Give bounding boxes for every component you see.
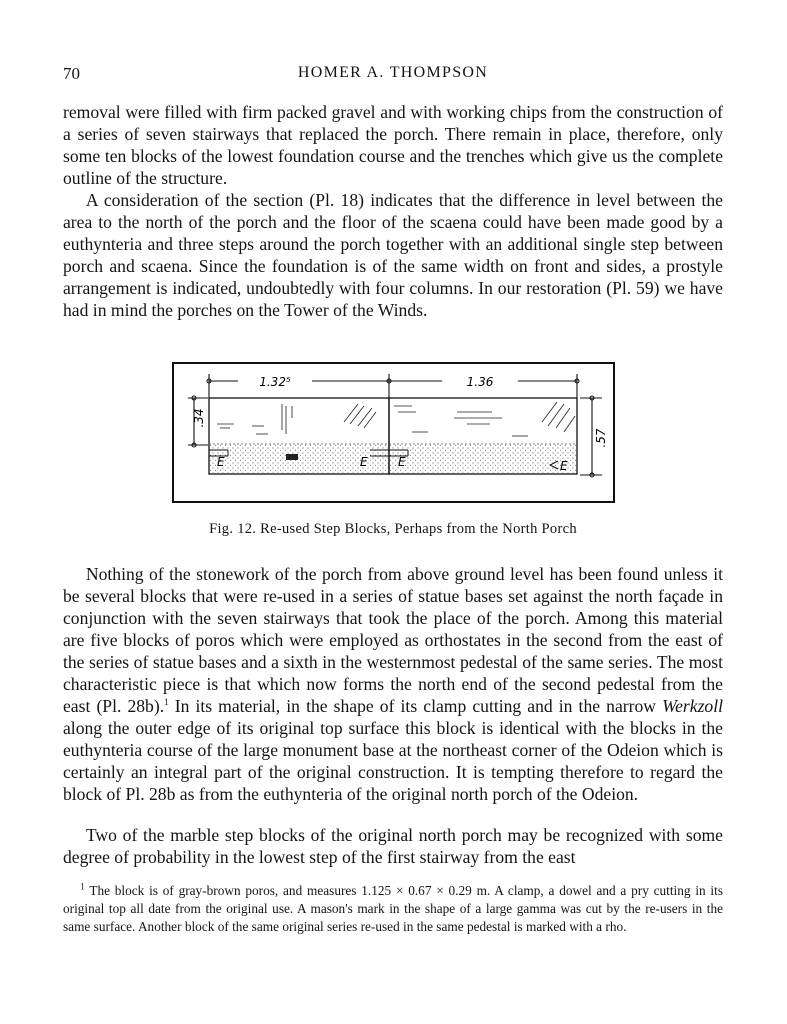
running-head: HOMER A. THOMPSON xyxy=(297,64,489,81)
body-paragraph-1: removal were filled with firm packed gravel and with working chips from the construction of a series of seven stairways that replaced the porch. There remain in place, therefore, only some ten blocks of the lowest foundation course and the trenches which give us the complete outline of the structure. xyxy=(63,102,723,188)
footnote xyxy=(63,882,723,936)
body-paragraph-3 xyxy=(63,563,723,805)
body-paragraph-2: A consideration of the section (Pl. 18) indicates that the difference in level between the area to the north of the porch and the floor of the scaena could have been made good by a euthynteria and three steps around the porch together with an additional single step between porch and scaena. Since the foundation is of the same width on front and sides, a prostyle arrangement is indicated, undoubtedly with four columns. In our restoration (Pl. 59) we have had in mind the porches on the Tower of the Winds. xyxy=(63,190,723,320)
para3-italic-term: Werkzoll xyxy=(662,696,723,716)
para3-text-3: along the outer edge of its original top surface this block is identical with the blocks in the euthynteria course of the large monument base at the northeast corner of the Odeion which is certainly an integral part of the original construction. It is tempting therefore to regard the block of Pl. 28b as from the euthynteria of the original north porch of the Odeion. xyxy=(63,718,723,804)
para3-text-2: In its material, in the shape of its clamp cutting and in the narrow xyxy=(168,696,663,716)
figure-caption: Fig. 12. Re-used Step Blocks, Perhaps from the North Porch xyxy=(209,521,577,537)
dimension-right-label: 1.36 xyxy=(466,375,494,389)
figure-frame xyxy=(173,363,614,502)
block-right-mark-2: E xyxy=(560,459,568,473)
step-blocks-drawing xyxy=(172,362,615,503)
footnote-mark: 1 xyxy=(80,881,85,892)
para3-text-1: Nothing of the stonework of the porch from above ground level has been found unless it be several blocks that were re-used in a series of statue bases set against the north façade in conjunction with the seven stairways that took the place of the porch. Among this material are five blocks of poros which were employed as orthostates in the second from the east of the series of statue bases and a sixth in the westernmost pedestal of the same series. The most characteristic piece is that which now forms the north end of the second pedestal from the east (Pl. 28b). xyxy=(63,564,723,716)
dimension-left-label: 1.32⁵ xyxy=(259,375,291,389)
body-paragraph-4: Two of the marble step blocks of the original north porch may be recognized with some degree of probability in the lowest step of the first stairway from the east xyxy=(63,825,723,867)
step-block-right xyxy=(389,398,577,474)
footnote-reference[interactable]: 1 xyxy=(164,697,169,708)
footnote-text: The block is of gray-brown poros, and measures 1.125 × 0.67 × 0.29 m. A clamp, a dowel and a pry cutting in its original top all date from the original use. A mason's mark in the shape of a large gamma was cut by the re-users in the same surface. Another block of the same original series re-used in the same pedestal is marked with a rho. xyxy=(63,883,723,934)
height-left-label: .34 xyxy=(192,408,206,428)
page-header xyxy=(63,64,723,88)
figure-step-blocks xyxy=(172,362,615,503)
block-left-mark-2: E xyxy=(360,455,368,469)
height-right-label: .57 xyxy=(594,428,608,448)
block-right-mark: E xyxy=(398,455,406,469)
step-block-left xyxy=(209,398,389,474)
page-number: 70 xyxy=(63,64,80,83)
block-left-mark: E xyxy=(217,455,225,469)
